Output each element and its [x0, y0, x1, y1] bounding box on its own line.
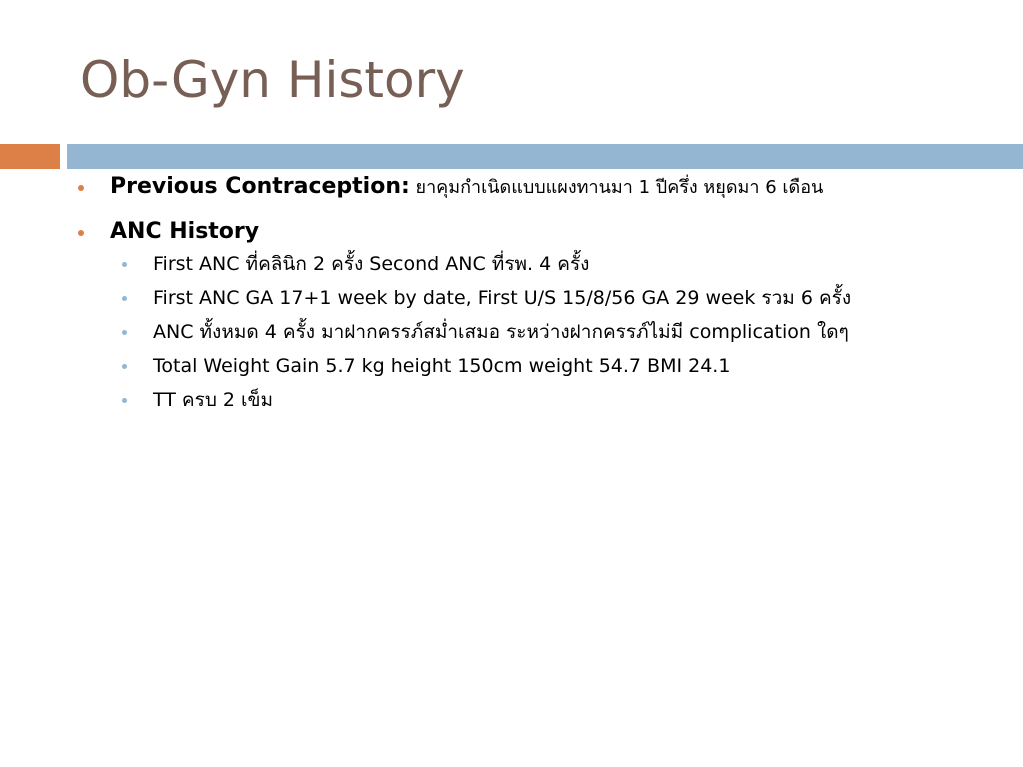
sub-bullet-dot-icon	[122, 398, 127, 403]
sub-bullet	[78, 387, 923, 413]
bullet-anc-history	[78, 217, 998, 247]
sub-bullet	[78, 319, 923, 345]
sub-bullet	[78, 285, 923, 311]
bullet-previous-contraception	[78, 172, 998, 203]
sub-bullet-dot-icon	[122, 262, 127, 267]
sub-bullet-dot-icon	[122, 296, 127, 301]
sub-bullet-text: First ANC ที่คลินิก 2 ครั้ง Second ANC ที่รพ. 4 ครั้ง	[153, 253, 590, 275]
bullet-label: ANC History	[110, 219, 260, 244]
bullet-dot-icon	[78, 230, 84, 236]
sub-bullet-text: TT ครบ 2 เข็ม	[153, 389, 274, 411]
bullet-dot-icon	[78, 185, 84, 191]
sub-bullet-dot-icon	[122, 364, 127, 369]
anc-sub-list	[78, 251, 998, 413]
sub-bullet-text: Total Weight Gain 5.7 kg height 150cm weight 54.7 BMI 24.1	[153, 355, 731, 377]
bullet-label: Previous Contraception:	[110, 174, 410, 199]
sub-bullet-text: First ANC GA 17+1 week by date, First U/S 15/8/56 GA 29 week รวม 6 ครั้ง	[153, 287, 852, 309]
sub-bullet	[78, 251, 923, 277]
sub-bullet-dot-icon	[122, 330, 127, 335]
accent-bar-blue	[67, 144, 1023, 169]
bullet-list	[78, 170, 998, 421]
sub-bullet-text: ANC ทั้งหมด 4 ครั้ง มาฝากครรภ์สม่ำเสมอ ระหว่างฝากครรภ์ไม่มี complication ใดๆ	[153, 321, 849, 343]
sub-bullet	[78, 353, 923, 379]
bullet-text: ยาคุมกำเนิดแบบแผงทานมา 1 ปีครึ่ง หยุดมา 6 เดือน	[409, 177, 824, 198]
accent-bar-orange	[0, 144, 60, 169]
slide-title: Ob-Gyn History	[80, 51, 465, 109]
